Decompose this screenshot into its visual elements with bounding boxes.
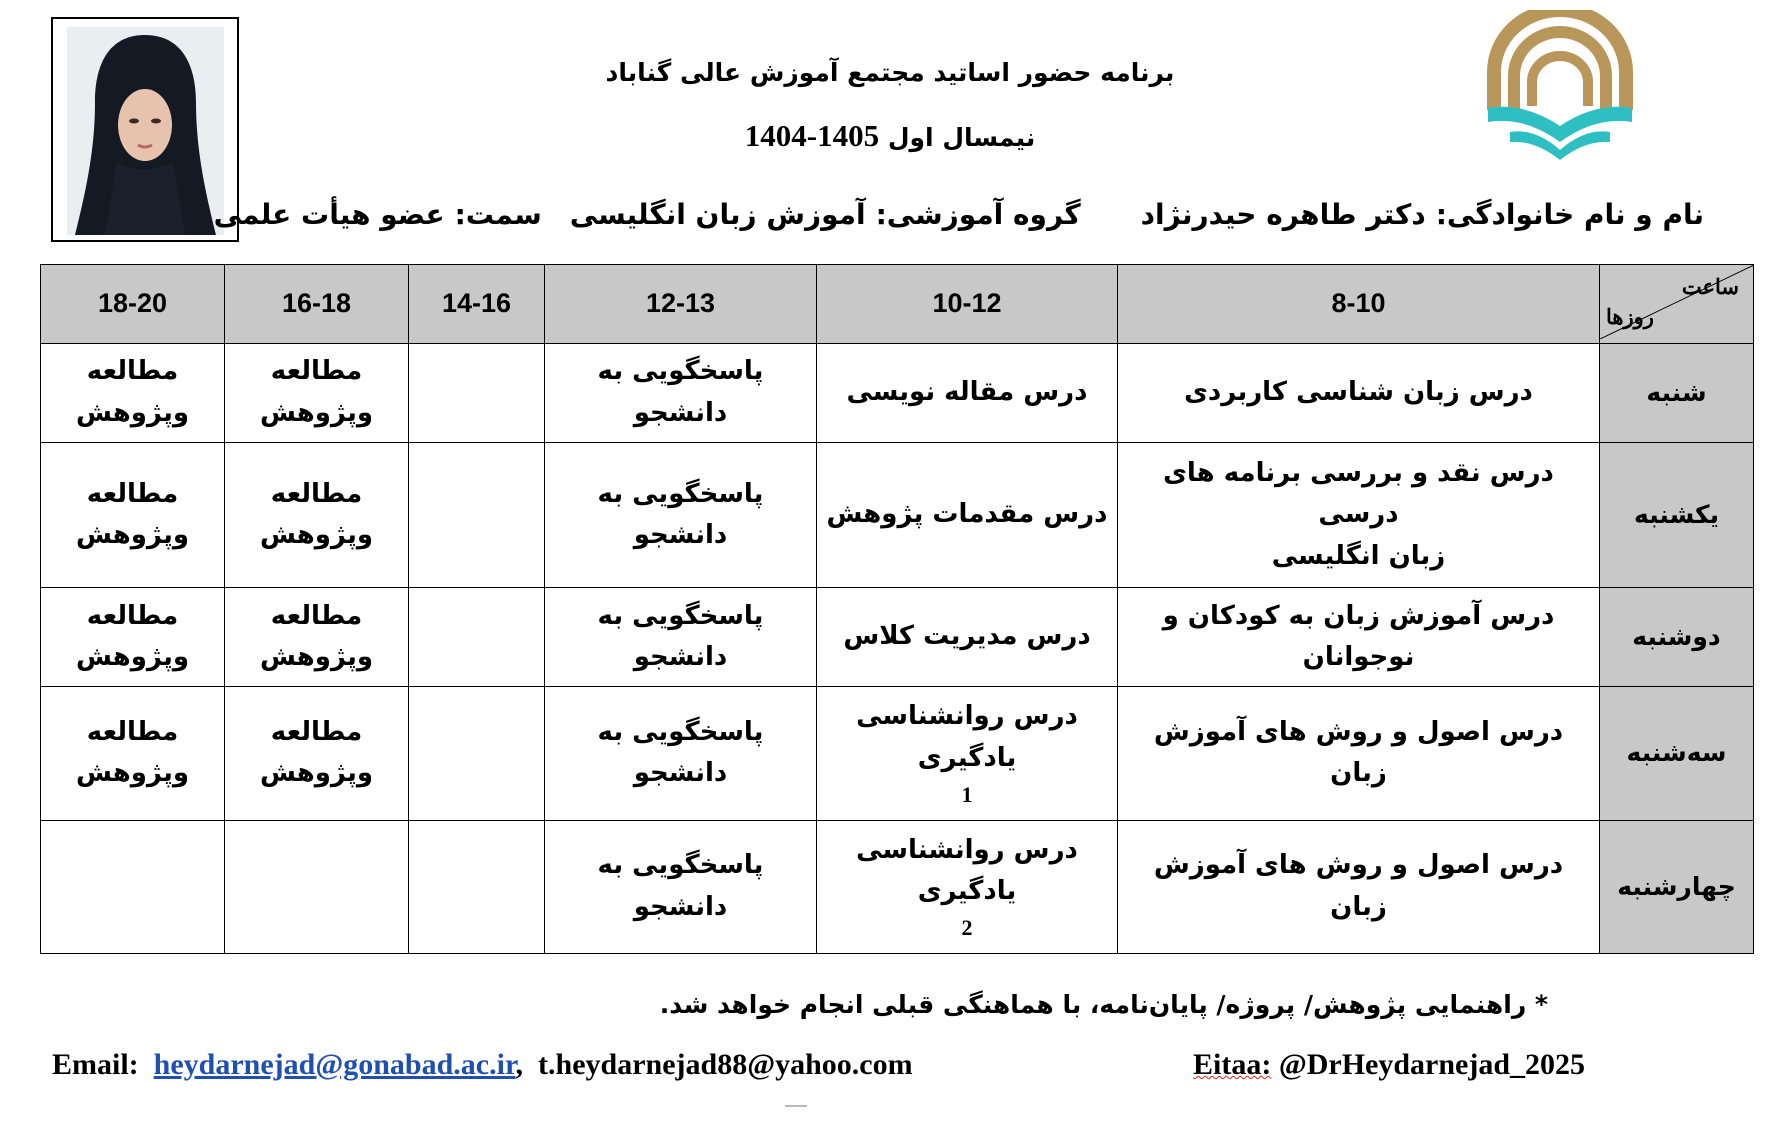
- day-cell: دوشنبه: [1600, 588, 1754, 687]
- cell-line: مطالعه: [86, 716, 179, 747]
- cell-line: درس روانشناسی یادگیری: [856, 701, 1078, 773]
- schedule-cell: [41, 687, 225, 820]
- schedule-cell: درس مقاله نویسی: [817, 344, 1118, 443]
- eitaa-label: Eitaa:: [1193, 1048, 1272, 1081]
- schedule-cell: پاسخگویی به دانشجو: [545, 687, 817, 820]
- group-label: گروه آموزشی:: [875, 198, 1081, 231]
- schedule-cell: درس زبان شناسی کاربردی: [1118, 344, 1600, 443]
- cell-line: درس روانشناسی یادگیری: [856, 834, 1078, 907]
- cell-line: مطالعه: [270, 356, 363, 387]
- schedule-cell: پاسخگویی به دانشجو: [545, 344, 817, 443]
- schedule-cell: [409, 687, 545, 820]
- schedule-cell: [41, 820, 225, 953]
- name-label: نام و نام خانوادگی:: [1435, 198, 1704, 231]
- time-slot-header: 12-13: [545, 265, 817, 344]
- schedule-cell: [409, 344, 545, 443]
- schedule-cell: [817, 820, 1118, 953]
- corner-cell: [1600, 265, 1754, 344]
- semester-year: 1405-1404: [744, 118, 880, 153]
- schedule-cell: [225, 687, 409, 820]
- schedule-cell: [409, 820, 545, 953]
- cell-line: وپژوهش: [259, 397, 374, 428]
- time-slot-header: 10-12: [817, 265, 1118, 344]
- eitaa-line: [1193, 1048, 1585, 1082]
- corner-days-label: روزها: [1606, 306, 1654, 330]
- faculty-portrait-icon: [67, 27, 224, 235]
- day-cell: یکشنبه: [1600, 442, 1754, 587]
- cell-line: وپژوهش: [75, 520, 190, 551]
- schedule-cell: [225, 442, 409, 587]
- role-value: عضو هیأت علمی: [213, 198, 445, 231]
- supervision-note: * راهنمایی پژوهش/ پروژه/ پایان‌نامه، با هماهنگی قبلی انجام خواهد شد.: [659, 990, 1548, 1019]
- table-row: [41, 344, 1754, 443]
- schedule-cell: درس مقدمات پژوهش: [817, 442, 1118, 587]
- schedule-cell: درس اصول و روش های آموزش زبان: [1118, 687, 1600, 820]
- schedule-cell: [41, 588, 225, 687]
- email-line: [52, 1048, 913, 1082]
- time-slot-header: 18-20: [41, 265, 225, 344]
- schedule-table: [40, 264, 1754, 954]
- cell-line: مطالعه: [270, 716, 363, 747]
- schedule-cell: پاسخگویی به دانشجو: [545, 442, 817, 587]
- email-yahoo: t.heydarnejad88@yahoo.com: [538, 1048, 913, 1081]
- cell-line: زبان انگلیسی: [1271, 540, 1446, 571]
- schedule-cell: [41, 344, 225, 443]
- course-number: 1: [961, 781, 973, 807]
- table-header-row: [41, 265, 1754, 344]
- day-cell: شنبه: [1600, 344, 1754, 443]
- course-number: 2: [961, 914, 973, 940]
- schedule-cell: [1118, 442, 1600, 587]
- cell-line: وپژوهش: [259, 642, 374, 673]
- cell-line: وپژوهش: [75, 397, 190, 428]
- cell-line: وپژوهش: [259, 520, 374, 551]
- schedule-cell: درس اصول و روش های آموزش زبان: [1118, 820, 1600, 953]
- schedule-cell: پاسخگویی به دانشجو: [545, 820, 817, 953]
- eitaa-handle: @DrHeydarnejad_2025: [1278, 1048, 1586, 1081]
- schedule-cell: [225, 820, 409, 953]
- schedule-cell: [817, 687, 1118, 820]
- day-cell: چهارشنبه: [1600, 820, 1754, 953]
- schedule-cell: درس مدیریت کلاس: [817, 588, 1118, 687]
- semester-label: نیمسال اول: [887, 123, 1036, 152]
- schedule-cell: درس آموزش زبان به کودکان و نوجوانان: [1118, 588, 1600, 687]
- cell-line: وپژوهش: [75, 642, 190, 673]
- cell-line: مطالعه: [270, 478, 363, 509]
- schedule-cell: [409, 442, 545, 587]
- cell-line: مطالعه: [86, 600, 179, 631]
- name-value: دکتر طاهره حیدرنژاد: [1140, 198, 1426, 231]
- role-label: سمت:: [454, 198, 542, 231]
- cell-line: مطالعه: [270, 600, 363, 631]
- cell-line: مطالعه: [86, 356, 179, 387]
- table-row: [41, 442, 1754, 587]
- time-slot-header: 14-16: [409, 265, 545, 344]
- footer-mark: [785, 1105, 807, 1107]
- day-cell: سه‌شنبه: [1600, 687, 1754, 820]
- faculty-info-line: [204, 198, 1704, 231]
- table-row: [41, 588, 1754, 687]
- page-title: برنامه حضور اساتید مجتمع آموزش عالی گناباد: [605, 58, 1175, 87]
- schedule-cell: پاسخگویی به دانشجو: [545, 588, 817, 687]
- group-value: آموزش زبان انگلیسی: [569, 198, 866, 231]
- time-slot-header: 16-18: [225, 265, 409, 344]
- corner-hours-label: ساعت: [1681, 276, 1739, 299]
- table-row: [41, 820, 1754, 953]
- semester-line: [560, 118, 1220, 154]
- institution-logo-icon: [1480, 10, 1640, 160]
- cell-line: درس نقد و بررسی برنامه های درسی: [1163, 457, 1554, 530]
- schedule-cell: [409, 588, 545, 687]
- schedule-cell: [225, 588, 409, 687]
- table-row: [41, 687, 1754, 820]
- time-slot-header: 8-10: [1118, 265, 1600, 344]
- email-label: Email:: [52, 1048, 139, 1081]
- cell-line: مطالعه: [86, 478, 179, 509]
- email-separator: ,: [515, 1048, 524, 1081]
- cell-line: وپژوهش: [75, 758, 190, 789]
- schedule-cell: [225, 344, 409, 443]
- schedule-cell: [41, 442, 225, 587]
- email-link-gonabad[interactable]: heydarnejad@gonabad.ac.ir: [153, 1048, 516, 1081]
- cell-line: وپژوهش: [259, 758, 374, 789]
